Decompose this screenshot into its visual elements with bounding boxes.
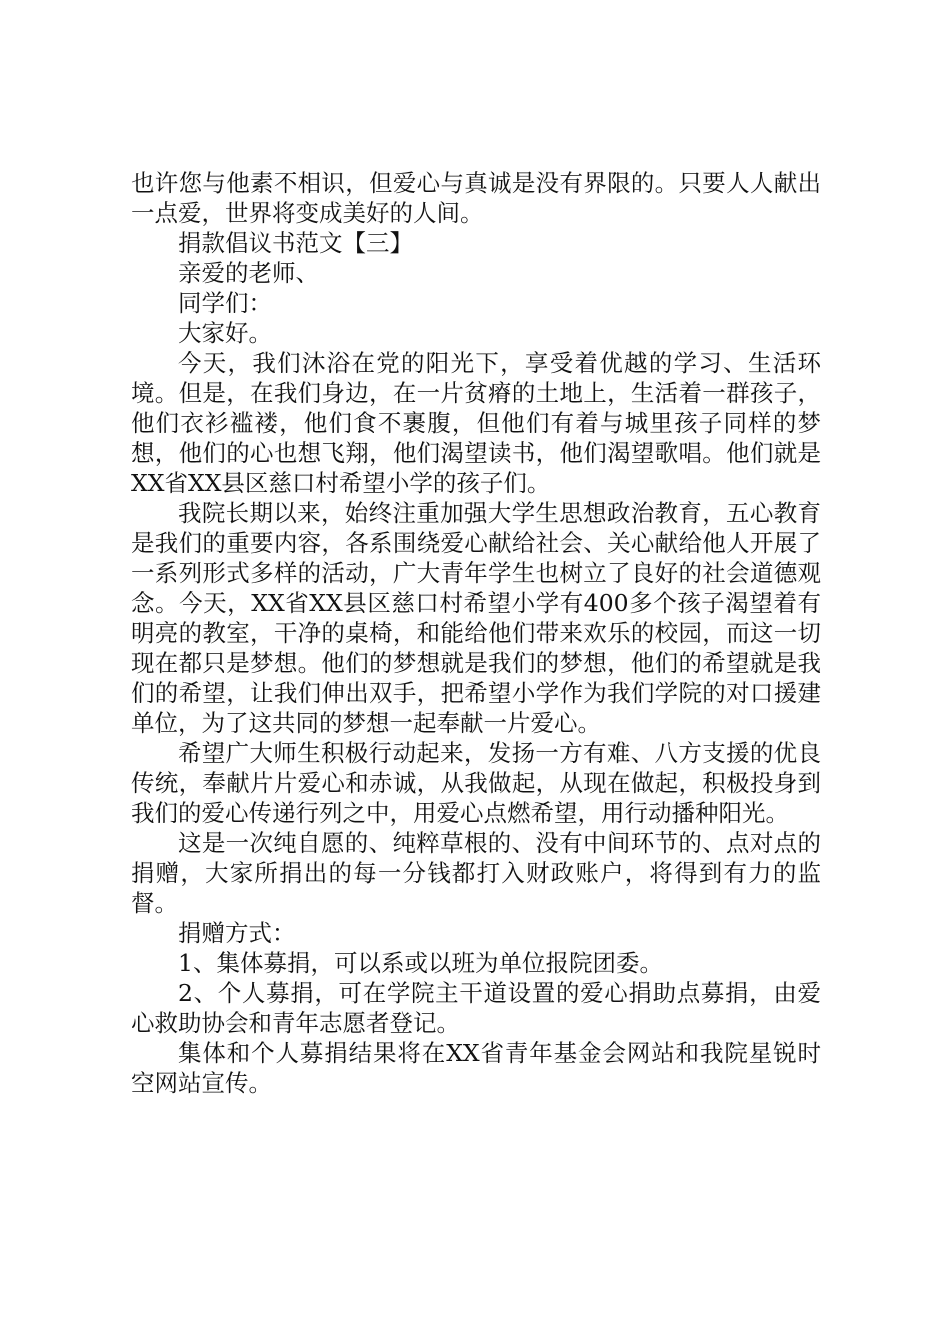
donation-method-individual: 2、个人募捐，可在学院主干道设置的爱心捐助点募捐，由爱心救助协会和青年志愿者登记。 — [131, 979, 821, 1037]
paragraph-donation-nature: 这是一次纯自愿的、纯粹草根的、没有中间环节的、点对点的捐赠，大家所捐出的每一分钱都打入财政账户，将得到有力的监督。 — [131, 829, 821, 917]
paragraph-background: 今天，我们沐浴在党的阳光下，享受着优越的学习、生活环境。但是，在我们身边，在一片贫瘠的土地上，生活着一群孩子，他们衣衫褴褛，他们食不裹腹，但他们有着与城里孩子同样的梦想，他们的心也想飞翔，他们渴望读书，他们渴望歌唱。他们就是XX省XX县区慈口村希望小学的孩子们。 — [131, 349, 821, 497]
salutation-teachers: 亲爱的老师、 — [178, 259, 319, 287]
section-heading: 捐款倡议书范文【三】 — [178, 229, 413, 257]
donation-method-collective: 1、集体募捐，可以系或以班为单位报院团委。 — [178, 949, 663, 977]
salutation-students: 同学们： — [178, 289, 272, 317]
paragraph-closing-appeal: 也许您与他素不相识，但爱心与真诚是没有界限的。只要人人献出一点爱，世界将变成美好的人间。 — [131, 169, 821, 227]
greeting: 大家好。 — [178, 319, 272, 347]
paragraph-call-to-action: 希望广大师生积极行动起来，发扬一方有难、八方支援的优良传统，奉献片片爱心和赤诚，从我做起，从现在做起，积极投身到我们的爱心传递行列之中，用爱心点燃希望，用行动播种阳光。 — [131, 739, 821, 827]
paragraph-school-initiative: 我院长期以来，始终注重加强大学生思想政治教育，五心教育是我们的重要内容，各系围绕爱心献给社会、关心献给他人开展了一系列形式多样的活动，广大青年学生也树立了良好的社会道德观念。今天，XX省XX县区慈口村希望小学有400多个孩子渴望着有明亮的教室，干净的桌椅，和能给他们带来欢乐的校园，而这一切现在都只是梦想。他们的梦想就是我们的梦想，他们的希望就是我们的希望，让我们伸出双手，把希望小学作为我们学院的对口援建单位，为了这共同的梦想一起奉献一片爱心。 — [131, 499, 821, 737]
donation-methods-heading: 捐赠方式： — [178, 919, 296, 947]
document-body — [131, 168, 821, 1098]
paragraph-publicity: 集体和个人募捐结果将在XX省青年基金会网站和我院星锐时空网站宣传。 — [131, 1039, 821, 1097]
